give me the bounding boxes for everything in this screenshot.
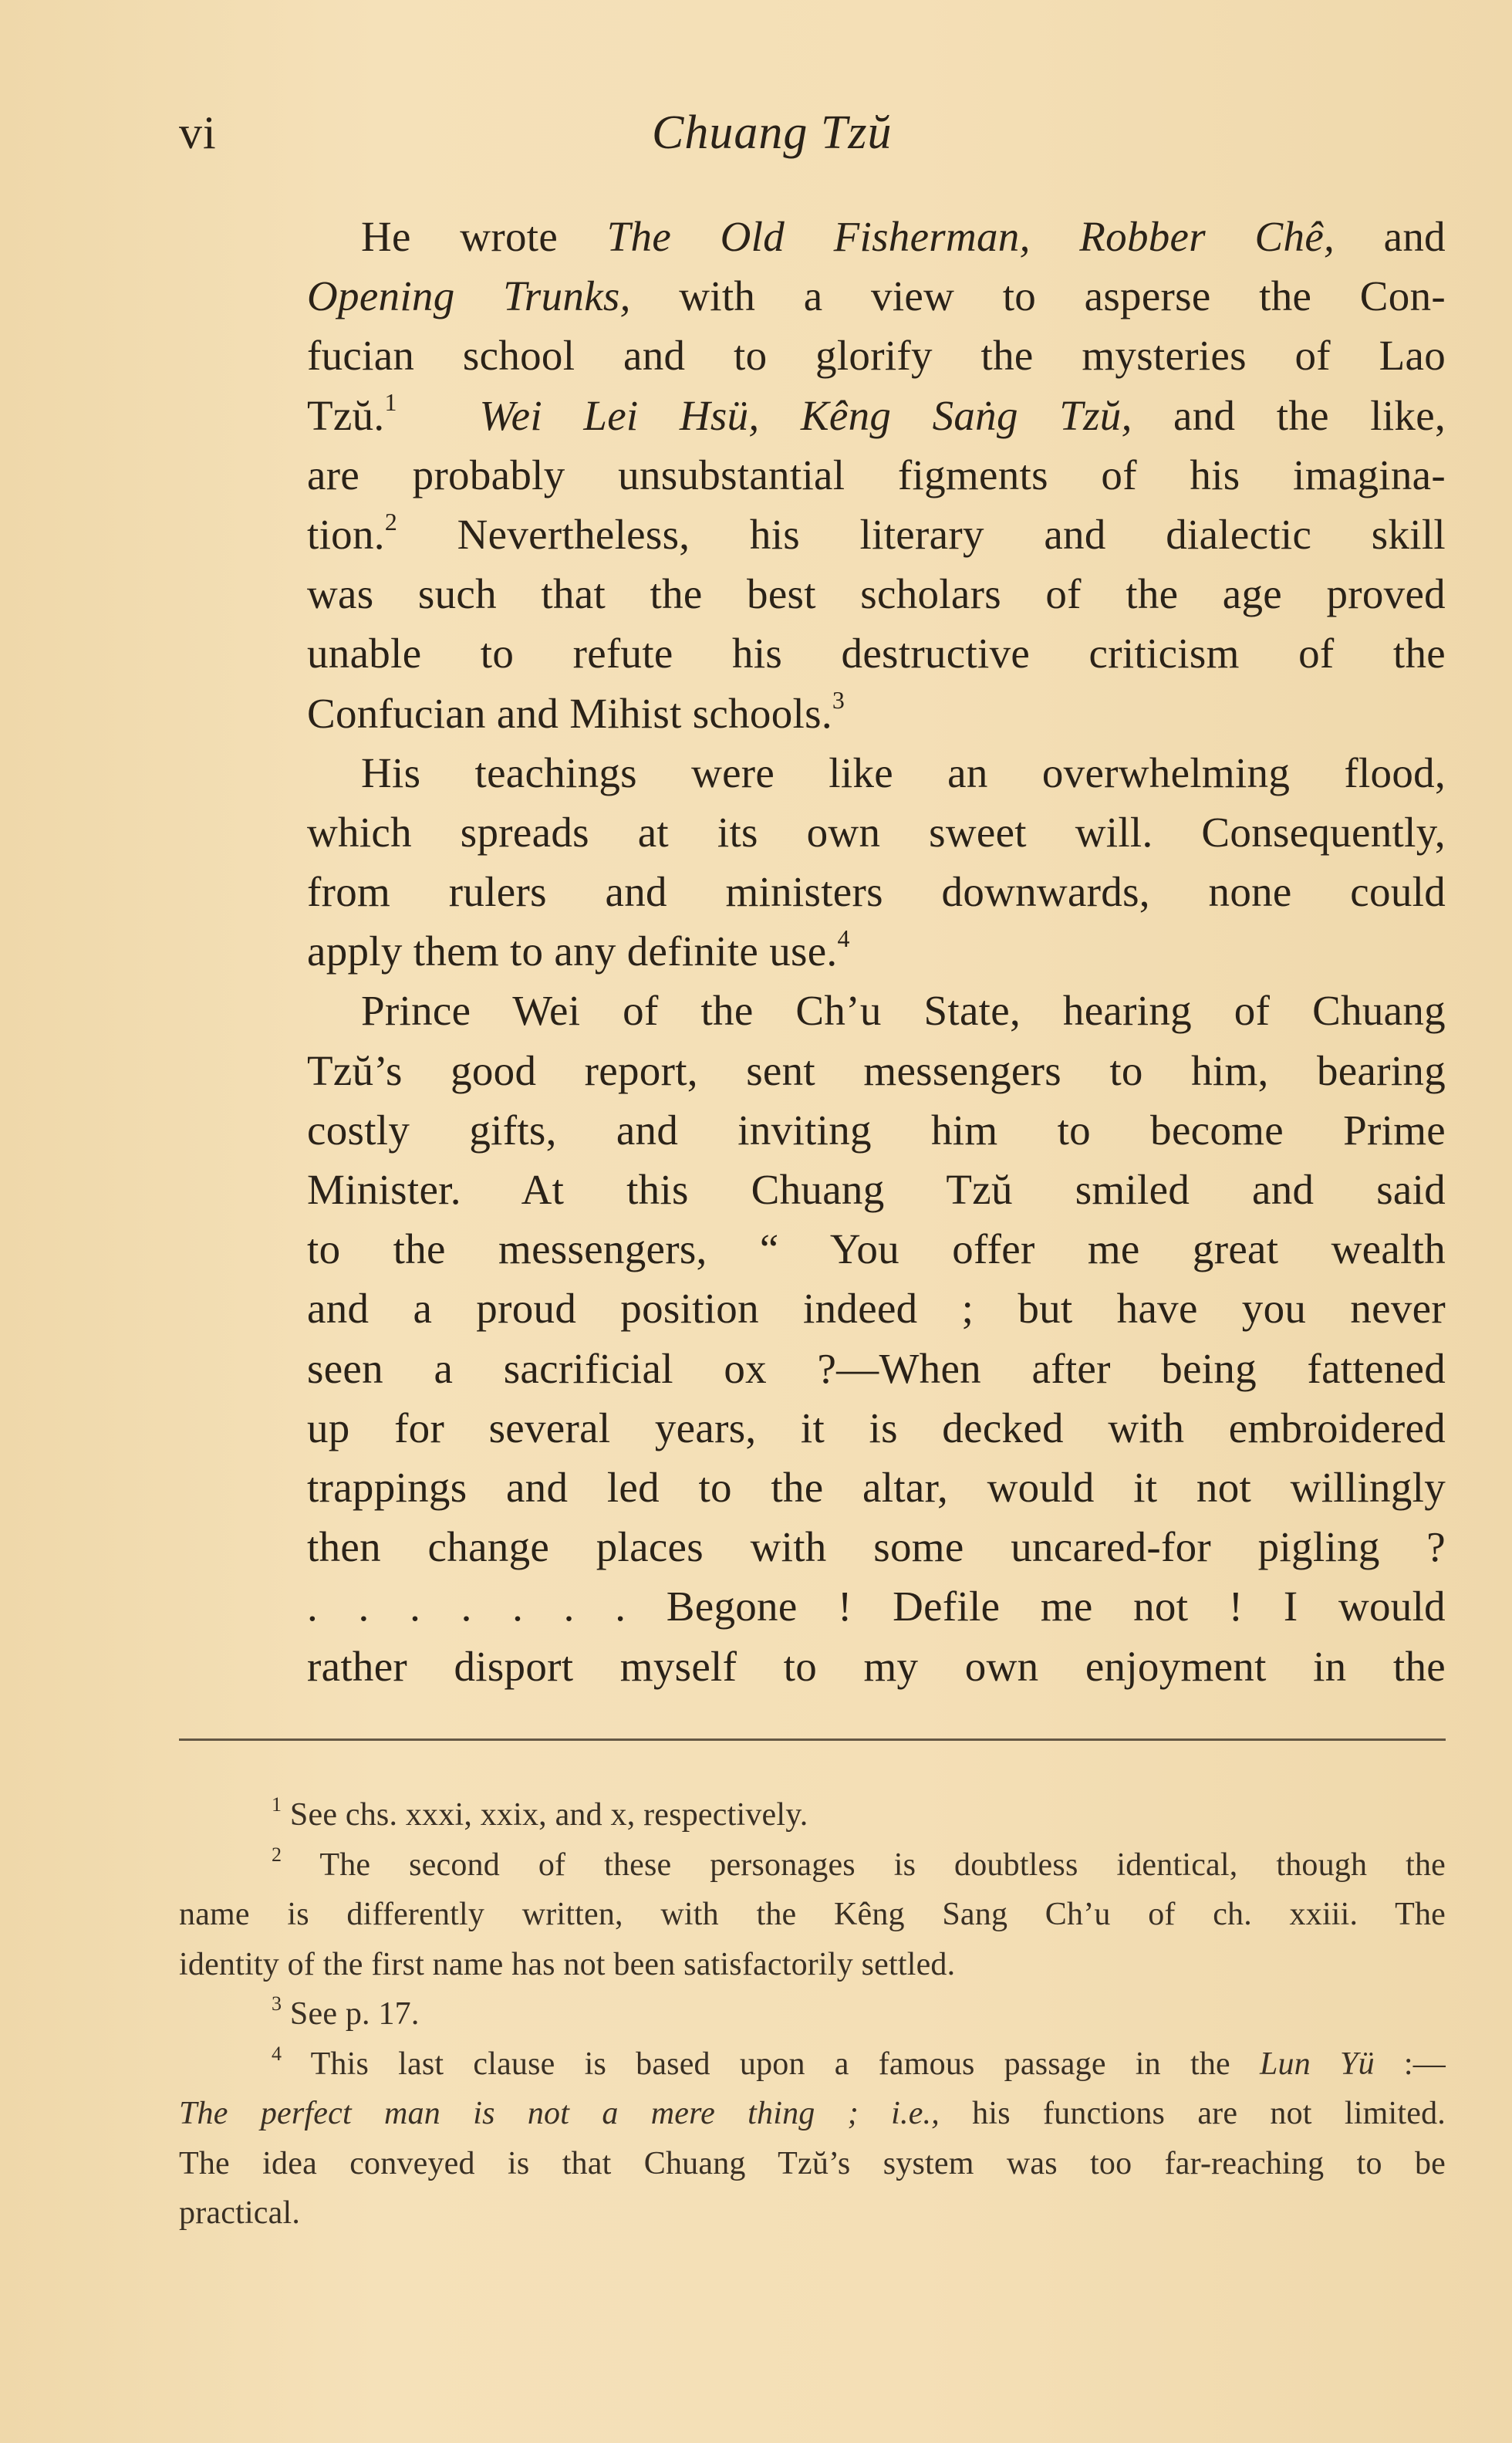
footnote-2: $^2$ The second of these personages is doubtless identical, though the: [272, 1843, 1446, 1883]
work-title: The Old Fisherman,: [606, 213, 1031, 260]
page-number: vi: [179, 107, 217, 158]
running-head: [0, 102, 1512, 164]
footnote-mark: 2: [272, 1843, 282, 1866]
body-line: Opening Trunks, with a view to asperse the Con-: [307, 272, 1446, 320]
body-line: Tzŭ.$^1$ Wei Lei Hsü, Kêng Saṅg Tzŭ, and the like,: [307, 389, 1446, 439]
body-line: was such that the best scholars of the age proved: [307, 570, 1446, 618]
footnote-mark: 1: [272, 1793, 282, 1816]
footnote-ref[interactable]: 1: [384, 389, 397, 417]
body-line: . . . . . . . Begone ! Defile me not ! I would: [307, 1583, 1446, 1630]
body-line: are probably unsubstantial figments of his imagina-: [307, 451, 1446, 498]
body-line: from rulers and ministers downwards, none could: [307, 868, 1446, 916]
body-line: unable to refute his destructive criticism of the: [307, 630, 1446, 677]
body-line: trappings and led to the altar, would it not willingly: [307, 1463, 1446, 1511]
work-title: Wei Lei Hsü, Kêng Saṅg Tzŭ,: [479, 391, 1132, 439]
footnote-line: practical.: [179, 2195, 301, 2231]
work-title: Opening Trunks,: [307, 272, 631, 320]
body-line: Prince Wei of the Ch’u State, hearing of Chuang: [361, 987, 1446, 1035]
footnote-separator: [179, 1738, 1446, 1741]
footnote-mark: 3: [272, 1992, 282, 2016]
body-line: to the messengers, “ You offer me great wealth: [307, 1225, 1446, 1273]
work-title: Robber Chê,: [1079, 213, 1335, 260]
body-line: His teachings were like an overwhelming flood,: [361, 748, 1446, 796]
body-line: apply them to any definite use.$^4$: [307, 925, 850, 975]
footnote-ref[interactable]: 4: [837, 925, 850, 953]
ellipsis: . . . . . . .: [307, 1583, 626, 1630]
body-line: Tzŭ’s good report, sent messengers to him, bearing: [307, 1046, 1446, 1094]
body-line: rather disport myself to my own enjoyment in the: [307, 1642, 1446, 1690]
footnote-ref[interactable]: 2: [384, 508, 398, 536]
footnote-mark: 4: [272, 2042, 282, 2065]
footnote-4: $^4$ This last clause is based upon a famous passage in the Lun Yü :—: [272, 2042, 1446, 2082]
footnote-line: The idea conveyed is that Chuang Tzŭ’s system was too far-reaching to be: [179, 2145, 1446, 2181]
body-line: costly gifts, and inviting him to become Prime: [307, 1106, 1446, 1154]
body-line: tion.$^2$ Nevertheless, his literary and dialectic skill: [307, 508, 1446, 558]
body-line: Confucian and Mihist schools.$^3$: [307, 687, 845, 737]
work-title: Lun Yü: [1259, 2046, 1375, 2082]
footnote-line: name is differently written, with the Kêng Sang Ch’u of ch. xxiii. The: [179, 1897, 1446, 1932]
footnote-line: The perfect man is not a mere thing ; i.e., his functions are not limited.: [179, 2096, 1446, 2131]
body-line: and a proud position indeed ; but have you never: [307, 1285, 1446, 1333]
body-line: Minister. At this Chuang Tzŭ smiled and said: [307, 1166, 1446, 1213]
body-text: [307, 207, 1446, 1696]
footnotes: [179, 1790, 1446, 2239]
body-line: He wrote The Old Fisherman, Robber Chê, and: [361, 213, 1446, 260]
body-line: seen a sacrificial ox ?—When after being fattened: [307, 1344, 1446, 1392]
footnote-ref[interactable]: 3: [832, 687, 845, 715]
footnote-3: $^3$ See p. 17.: [272, 1992, 420, 2032]
footnote-line: identity of the first name has not been satisfactorily settled.: [179, 1946, 956, 1982]
body-line: fucian school and to glorify the mysteries of Lao: [307, 332, 1446, 380]
body-line: up for several years, it is decked with embroidered: [307, 1404, 1446, 1451]
body-line: then change places with some uncared-for pigling ?: [307, 1523, 1446, 1571]
body-line: which spreads at its own sweet will. Consequently,: [307, 808, 1446, 856]
running-title: Chuang Tzŭ: [652, 106, 893, 159]
quotation: The perfect man is not a mere thing ; i.e.,: [179, 2096, 940, 2131]
footnote-1: $^1$ See chs. xxxi, xxix, and x, respectively.: [272, 1793, 808, 1833]
